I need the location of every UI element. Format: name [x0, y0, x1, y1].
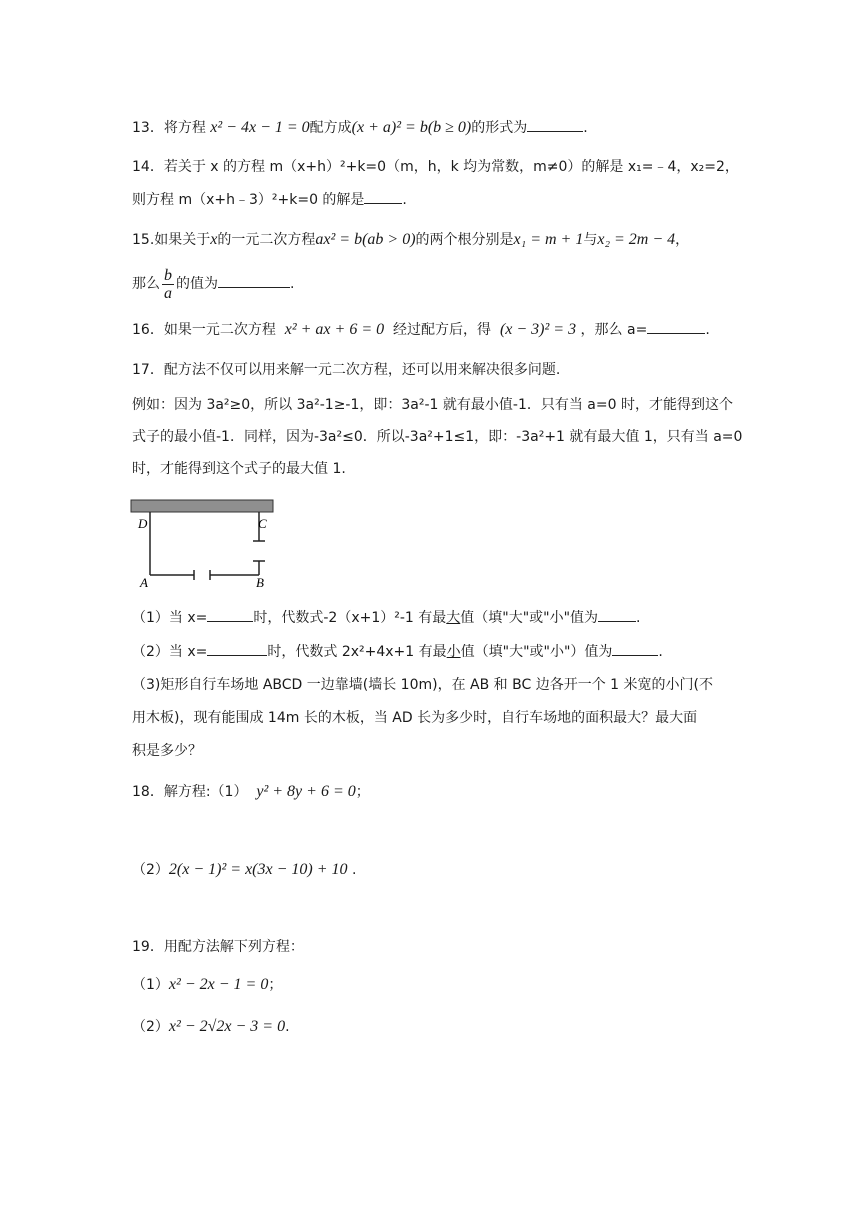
question-15-line2 [132, 266, 740, 302]
q17-p1-text-c: 值（填"大"或"小"值为 [460, 610, 599, 626]
q15-and: 与 [583, 232, 598, 248]
q13-post-text: 的形式为 [471, 120, 528, 136]
q17-part3-line1: （3)矩形自行车场地 ABCD 一边靠墙(墙长 10m)，在 AB 和 BC 边各开一个 1 米宽的小门(不 [132, 677, 713, 693]
q16-end: . [705, 322, 710, 338]
q15-fraction-denominator: a [164, 284, 172, 302]
q17-p2-x-blank[interactable] [207, 641, 267, 656]
q16-mid-text: 经过配方后，得 [393, 322, 492, 338]
q15-fraction-numerator: b [164, 266, 172, 284]
q13-answer-blank[interactable] [527, 117, 583, 132]
q15-text-3: 的两个根分别是 [415, 232, 514, 248]
q17-part1 [132, 607, 740, 628]
q16-post-text: ，那么 a= [580, 322, 648, 338]
q19-p1-label: （1） [132, 977, 169, 993]
q19-eq2-end: . [285, 1019, 290, 1035]
q19-part2 [132, 1017, 740, 1037]
q17-part2 [132, 641, 740, 662]
q17-p2-end: . [658, 644, 663, 660]
q18-p2-label: （2） [132, 862, 169, 878]
question-16 [132, 319, 740, 340]
q17-p1-answer-word: 大 [446, 610, 461, 626]
label-c: C [258, 516, 267, 531]
q18-equation-1: y² + 8y + 6 = 0 [256, 783, 356, 800]
q16-answer-blank[interactable] [647, 319, 705, 334]
q17-p2-value-blank[interactable] [612, 641, 658, 656]
q18-part2 [132, 860, 740, 880]
q17-p1-x-blank[interactable] [207, 607, 253, 622]
q15-line2-pre: 那么 [132, 276, 160, 292]
label-b: B [256, 575, 264, 589]
q15-end: . [290, 276, 295, 292]
question-18 [132, 782, 740, 802]
q15-text: 如果关于 [154, 232, 211, 248]
q17-p1-text-a: （1）当 x= [132, 610, 208, 626]
label-a: A [140, 575, 148, 589]
q19-eq1-end: ； [268, 977, 283, 993]
q18-eq2-end: . [351, 862, 357, 878]
q13-number: 13． [132, 120, 164, 136]
q15-root1: x₁ = m + 1 [513, 231, 584, 248]
question-13 [132, 117, 740, 138]
q17-p1-text-b: 时，代数式-2（x+1）²-1 有最 [253, 610, 447, 626]
q19-equation-1: x² − 2x − 1 = 0 [168, 976, 269, 993]
q19-equation-2: x² − 2√2x − 3 = 0 [168, 1018, 286, 1035]
q16-equation: x² + ax + 6 = 0 [284, 321, 385, 338]
q15-answer-blank[interactable] [218, 273, 290, 288]
q17-p2-text-b: 时，代数式 2x²+4x+1 有最 [267, 644, 447, 660]
q18-text: 18．解方程:（1） [132, 784, 248, 800]
q15-fraction [162, 267, 174, 302]
q14-line2-text: 则方程 m（x+h﹣3）²+k=0 的解是 [132, 192, 365, 208]
question-15-line1 [132, 230, 740, 250]
q17-p2-text-a: （2）当 x= [132, 644, 208, 660]
q17-p2-answer-word: 小 [446, 644, 461, 660]
q15-root2: x₂ = 2m − 4 [597, 231, 676, 248]
q17-example-line2: 式子的最小值-1．同样，因为-3a²≤0．所以-3a²+1≤1，即：-3a²+1 就有最大值 1，只有当 a=0 [132, 429, 743, 445]
q17-example-line1: 例如：因为 3a²≥0，所以 3a²-1≥-1，即：3a²-1 就有最小值-1．只有当 a=0 时，才能得到这个 [132, 397, 733, 413]
q13-target-form: (x + a)² = b(b ≥ 0) [351, 119, 472, 136]
q13-equation: x² − 4x − 1 = 0 [210, 119, 310, 136]
q16-text: 如果一元二次方程 [163, 322, 276, 338]
q19-part1 [132, 975, 740, 995]
q13-mid-text: 配方成 [309, 120, 352, 136]
q17-p1-value-blank[interactable] [598, 607, 636, 622]
q17-part3-line3: 积是多少？ [132, 743, 202, 759]
q15-line2-post: 的值为 [176, 276, 218, 292]
question-19-intro: 19．用配方法解下列方程： [132, 939, 304, 955]
q15-variable: x [210, 231, 218, 248]
q16-completed-square: (x − 3)² = 3 [499, 321, 577, 338]
q15-comma: ， [675, 232, 690, 248]
q17-p2-text-c: 值（填"大"或"小"）值为 [460, 644, 613, 660]
question-14-line1: 14．若关于 x 的方程 m（x+h）²+k=0（m，h，k 均为常数，m≠0）的解是 x₁=﹣4，x₂=2， [132, 159, 739, 175]
q15-number: 15. [132, 232, 155, 248]
q19-p2-label: （2） [132, 1019, 169, 1035]
q15-equation: ax² = b(ab > 0) [315, 231, 416, 248]
bicycle-yard-figure [128, 497, 278, 589]
q13-end: . [583, 120, 588, 136]
question-14-line2 [132, 189, 740, 210]
q18-equation-2: 2(x − 1)² = x(3x − 10) + 10 [168, 861, 348, 878]
q15-text-2: 的一元二次方程 [217, 232, 316, 248]
q17-p1-end: . [636, 610, 641, 626]
q16-number: 16． [132, 322, 164, 338]
q14-end: . [402, 192, 407, 208]
q13-text: 将方程 [163, 120, 206, 136]
q18-eq1-end: ； [355, 784, 370, 800]
question-17-intro: 17．配方法不仅可以用来解一元二次方程，还可以用来解决很多问题. [132, 362, 561, 378]
q14-answer-blank[interactable] [364, 189, 402, 204]
q17-example-line3: 时，才能得到这个式子的最大值 1. [132, 461, 346, 477]
label-d: D [138, 516, 148, 531]
q17-part3-line2: 用木板)，现有能围成 14m 长的木板，当 AD 长为多少时，自行车场地的面积最大？最大面 [132, 710, 698, 726]
wall-rect [131, 500, 273, 512]
